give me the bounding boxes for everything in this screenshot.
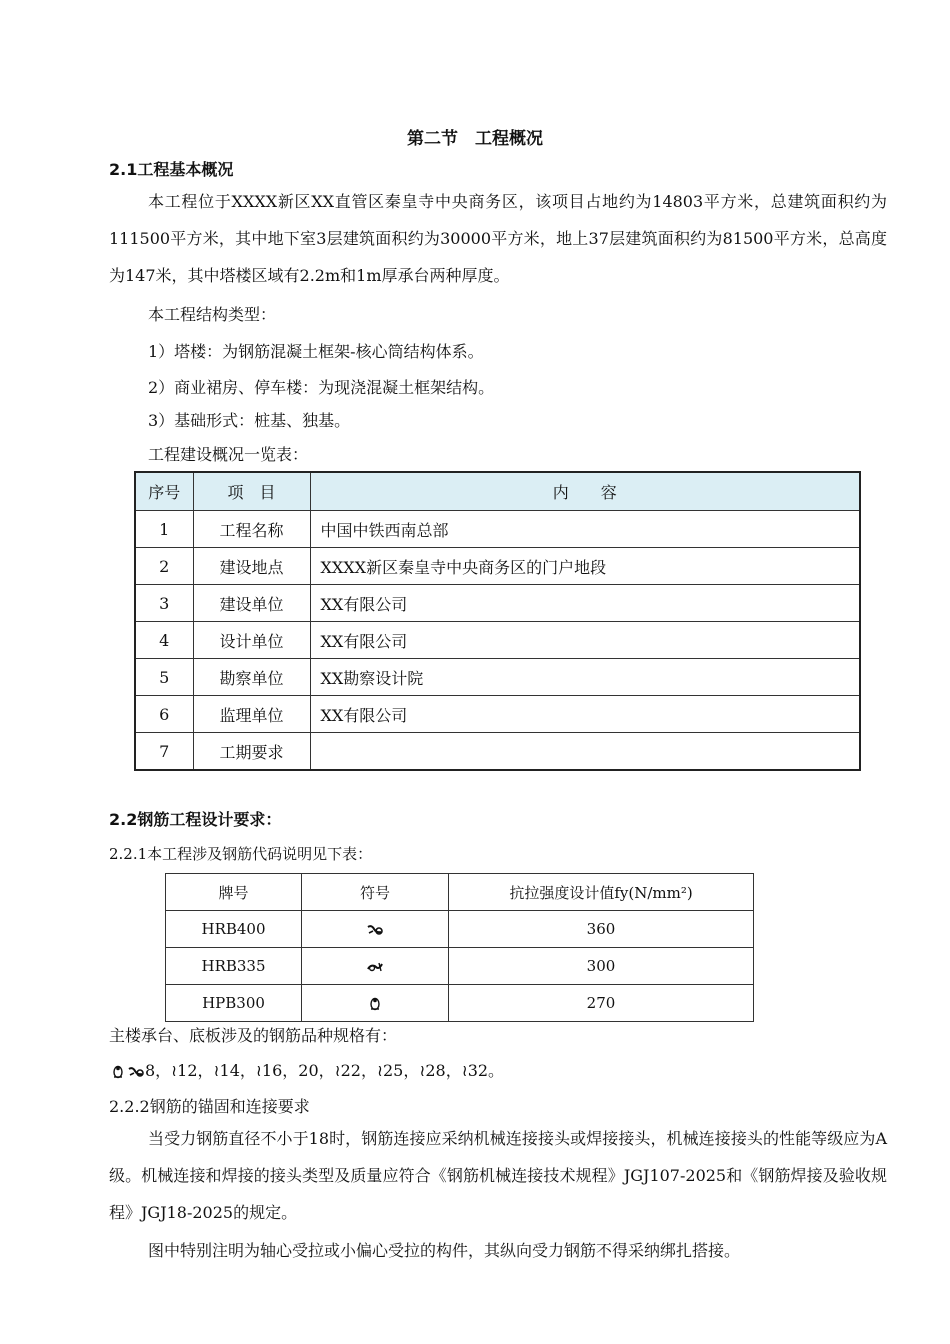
row-content: XX有限公司	[310, 622, 860, 659]
row-no: 5	[135, 659, 193, 696]
table-row	[135, 733, 860, 771]
row-item: 建设单位	[193, 585, 310, 622]
row-fy: 360	[449, 911, 754, 948]
table-row	[166, 911, 754, 948]
section-title: 第二节 工程概况	[407, 129, 543, 149]
header-fy: 抗拉强度设计值fy(N/mm²)	[449, 874, 754, 911]
header-content: 内 容	[310, 472, 860, 511]
table-row	[166, 985, 754, 1022]
tension-member-note: 图中特别注明为轴心受拉或小偏心受拉的构件，其纵向受力钢筋不得采纳绑扎搭接。	[148, 1241, 741, 1260]
hrb400-symbol-icon	[127, 1065, 145, 1079]
main-spec-intro: 主楼承台、底板涉及的钢筋品种规格有：	[109, 1026, 398, 1045]
row-grade: HPB300	[166, 985, 302, 1022]
row-content: XX有限公司	[310, 585, 860, 622]
structure-intro: 本工程结构类型：	[148, 305, 277, 324]
row-no: 1	[135, 511, 193, 548]
header-grade: 牌号	[166, 874, 302, 911]
header-no: 序号	[135, 472, 193, 511]
row-symbol	[302, 911, 449, 948]
row-no: 2	[135, 548, 193, 585]
row-no: 4	[135, 622, 193, 659]
row-content	[310, 733, 860, 771]
row-item: 勘察单位	[193, 659, 310, 696]
row-item: 监理单位	[193, 696, 310, 733]
row-content: XXXX新区秦皇寺中央商务区的门户地段	[310, 548, 860, 585]
heading-2-1: 2.1工程基本概况	[109, 160, 234, 179]
row-no: 3	[135, 585, 193, 622]
table-header-row	[166, 874, 754, 911]
row-symbol	[302, 985, 449, 1022]
hpb300-symbol-icon	[109, 1065, 127, 1079]
row-grade: HRB335	[166, 948, 302, 985]
anchorage-paragraph: 当受力钢筋直径不小于18时，钢筋连接应采纳机械连接接头或焊接接头，机械连接接头的性能等级应为A级。机械连接和焊接的接头类型及质量应符合《钢筋机械连接技术规程》JGJ107-2025和《钢筋焊接及验收规程》JGJ18-2025的规定。	[109, 1129, 887, 1222]
hrb335-symbol-icon	[366, 960, 384, 974]
row-item: 建设地点	[193, 548, 310, 585]
row-item: 设计单位	[193, 622, 310, 659]
table-header-row	[135, 472, 860, 511]
table-row	[135, 511, 860, 548]
main-spec-line	[109, 1058, 504, 1081]
table-row	[135, 659, 860, 696]
hpb300-symbol-icon	[366, 997, 384, 1011]
project-overview-paragraph: 本工程位于XXXX新区XX直管区秦皇寺中央商务区，该项目占地约为14803平方米，总建筑面积约为111500平方米，其中地下室3层建筑面积约为30000平方米，地上37层建筑面积约为81500平方米，总高度为147米，其中塔楼区域有2.2m和1m厚承台两种厚度。	[109, 192, 887, 285]
row-content: XX有限公司	[310, 696, 860, 733]
row-no: 7	[135, 733, 193, 771]
header-symbol: 符号	[302, 874, 449, 911]
header-item: 项 目	[193, 472, 310, 511]
hrb400-symbol-icon	[366, 923, 384, 937]
rebar-code-table	[165, 873, 754, 1022]
subheading-2-2-2: 2.2.2钢筋的锚固和连接要求	[109, 1097, 310, 1116]
table-row	[135, 696, 860, 733]
row-content: 中国中铁西南总部	[310, 511, 860, 548]
row-item: 工程名称	[193, 511, 310, 548]
subheading-2-2-1: 2.2.1本工程涉及钢筋代码说明见下表：	[109, 845, 373, 863]
table-row	[135, 622, 860, 659]
table-row	[135, 548, 860, 585]
row-item: 工期要求	[193, 733, 310, 771]
rebar-spec-list: 8，≀12，≀14，≀16，20，≀22，≀25，≀28，≀32。	[145, 1061, 505, 1080]
structure-item-2: 2）商业裙房、停车楼：为现浇混凝土框架结构。	[148, 378, 495, 397]
heading-2-2: 2.2钢筋工程设计要求：	[109, 810, 282, 829]
row-no: 6	[135, 696, 193, 733]
row-fy: 300	[449, 948, 754, 985]
structure-item-3: 3）基础形式：桩基、独基。	[148, 411, 351, 430]
row-fy: 270	[449, 985, 754, 1022]
table-row	[166, 948, 754, 985]
structure-item-1: 1）塔楼：为钢筋混凝土框架-核心筒结构体系。	[148, 342, 484, 361]
project-overview-table	[134, 471, 861, 771]
overview-table-caption: 工程建设概况一览表：	[148, 445, 309, 464]
table-row	[135, 585, 860, 622]
row-content: XX勘察设计院	[310, 659, 860, 696]
row-grade: HRB400	[166, 911, 302, 948]
row-symbol	[302, 948, 449, 985]
